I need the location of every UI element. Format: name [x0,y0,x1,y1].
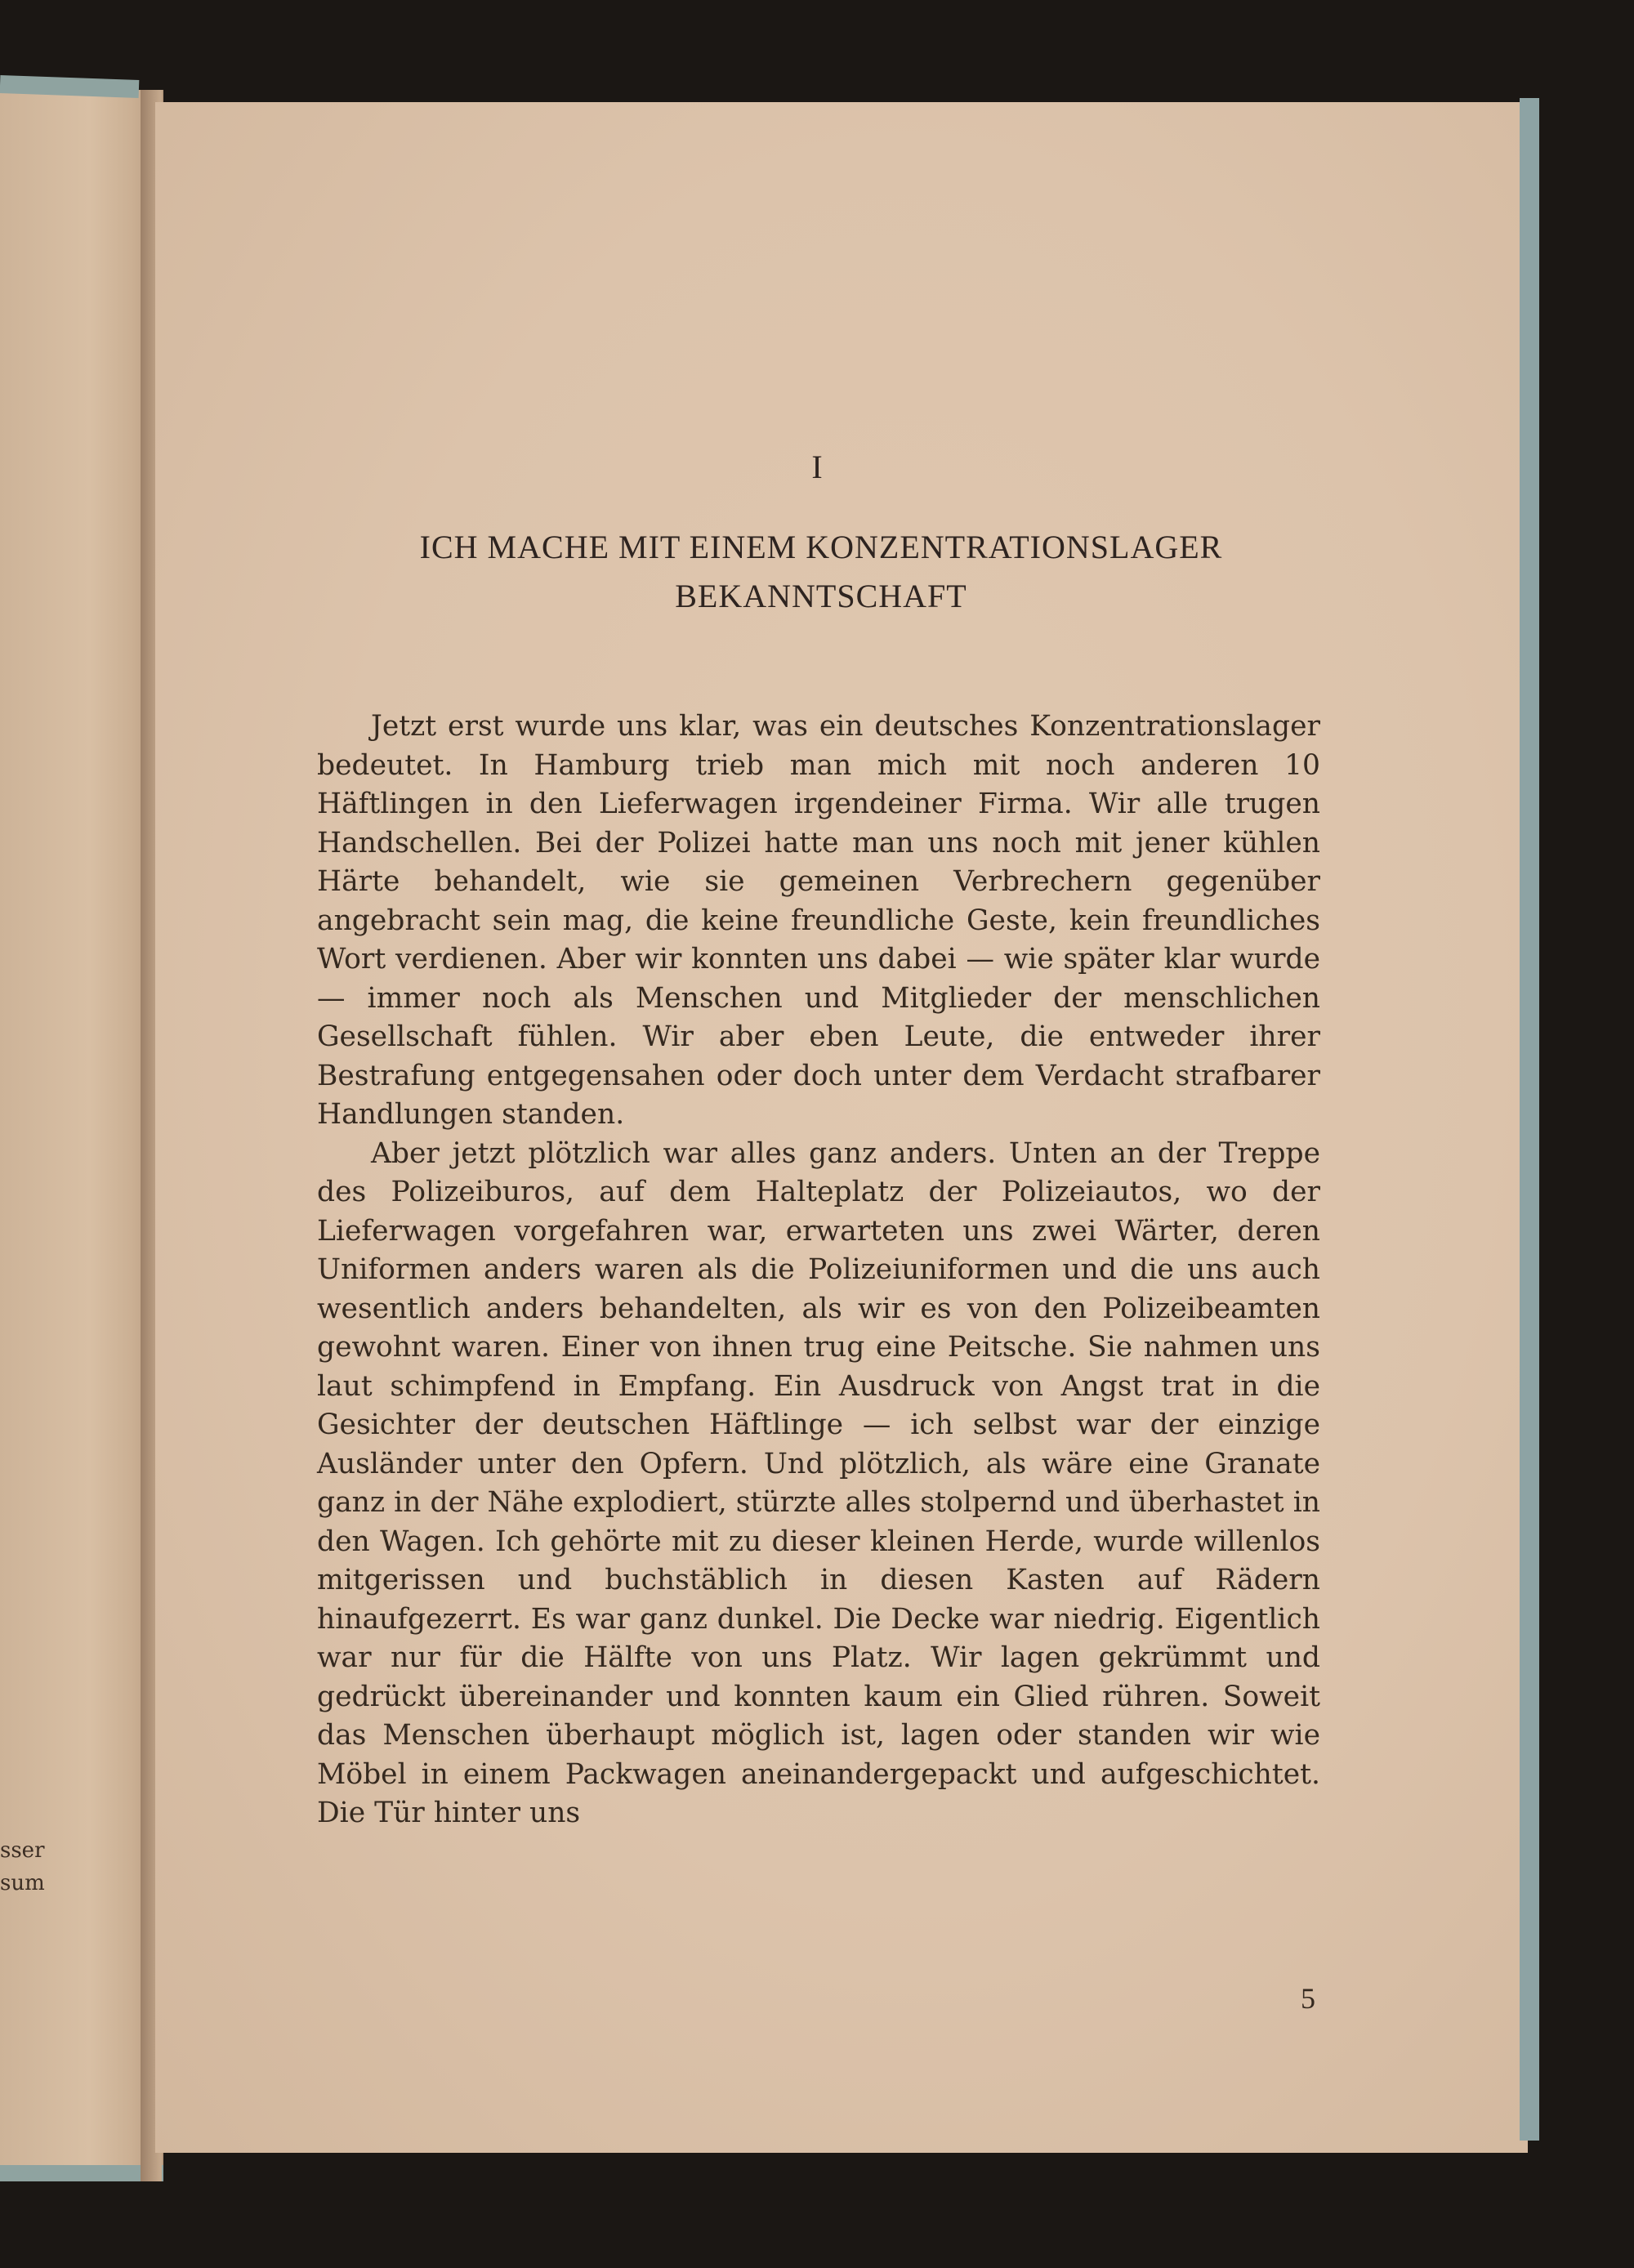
chapter-number: I [811,449,823,485]
left-page-fragment-2: sum [0,1871,45,1895]
chapter-title-line-2: BEKANNTSCHAFT [675,578,967,614]
left-page [0,90,163,2181]
paragraph-2: Aber jetzt plötzlich war alles ganz anders. Unten an der Treppe des Polizeiburos, auf dem Halteplatz der Polizeiautos, wo der Lieferwagen vorgefahren war, erwarteten uns zwei Wärter, deren Uniformen anders waren als die Polizeiuniformen und die uns auch wesentlich anders behandelten, als wir es von den Polizeibeamten gewohnt waren. Einer von ihnen trug eine Peitsche. Sie nahmen uns laut schimpfend in Empfang. Ein Ausdruck von Angst trat in die Gesichter der deutschen Häftlinge — ich selbst war der einzige Ausländer unter den Opfern. Und plötzlich, als wäre eine Granate ganz in der Nähe explodiert, stürzte alles stolpernd und überhastet in den Wagen. Ich gehörte mit zu dieser kleinen Herde, wurde willenlos mitgerissen und buchstäblich in diesen Kasten auf Rädern hinaufgezerrt. Es war ganz dunkel. Die Decke war niedrig. Eigentlich war nur für die Hälfte von uns Platz. Wir lagen gekrümmt und gedrückt übereinander und konnten kaum ein Glied rühren. Soweit das Menschen überhaupt möglich ist, lagen oder standen wir wie Möbel in einem Packwagen aneinandergepackt und aufgeschichtet. Die Tür hinter uns [317,1136,1320,1829]
chapter-title-line-1: ICH MACHE MIT EINEM KONZENTRATIONSLAGER [419,529,1223,565]
paragraph-1: Jetzt erst wurde uns klar, was ein deutsches Konzentrationslager bedeutet. In Hamburg trieb man mich mit noch anderen 10 Häftlingen in den Lieferwagen irgendeiner Firma. Wir alle trugen Handschellen. Bei der Polizei hatte man uns noch mit jener kühlen Härte behandelt, wie sie gemeinen Verbrechern gegenüber angebracht sein mag, die keine freundliche Geste, kein freundliches Wort verdienen. Aber wir konnten uns dabei — wie später klar wurde — immer noch als Menschen und Mitglieder der menschlichen Gesellschaft fühlen. Wir aber eben Leute, die entweder ihrer Bestrafung entgegensahen oder doch unter dem Verdacht strafbarer Handlungen standen. [317,710,1320,1131]
left-page-fragment-1: sser [0,1838,45,1863]
right-cover-edge [1520,98,1539,2141]
page-number: 5 [1301,1982,1315,2015]
left-cover-edge-bottom [0,2165,163,2181]
body-text [317,708,1320,1833]
chapter-title [270,523,1373,621]
